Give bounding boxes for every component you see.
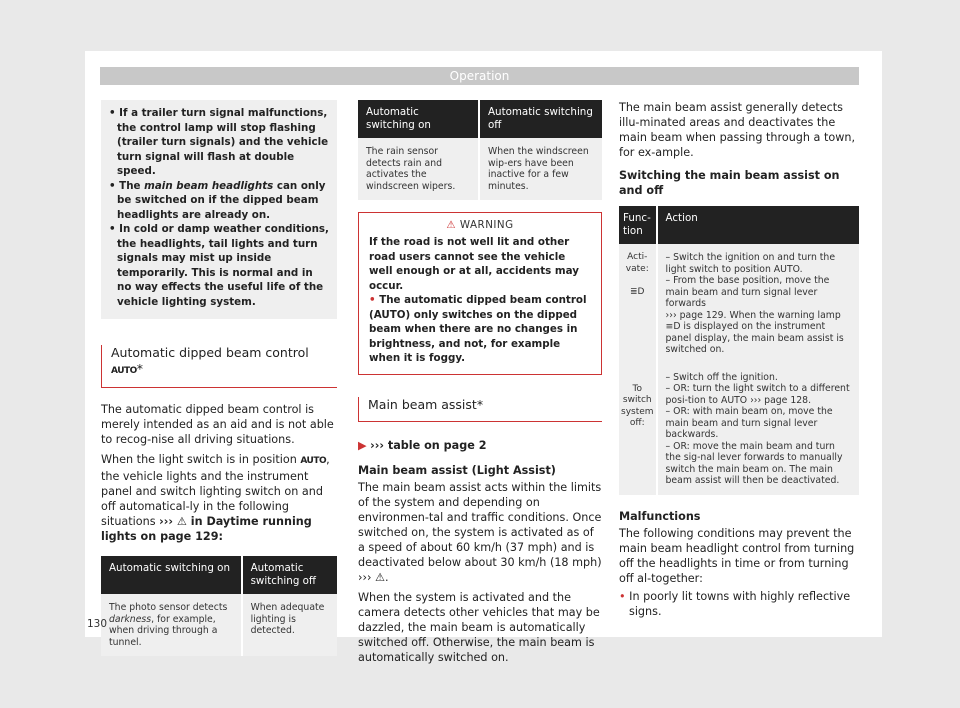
action-cell: – Switch the ignition on and turn the light switch to position AUTO. – From the base position, move the main beam and turn signal lever forwards ››› page 129. When the warning lamp ≡D is displayed on the instrument panel display, the main beam assist is switched on. <box>657 244 859 364</box>
table-reference[interactable]: ▶ ››› table on page 2 <box>358 438 487 452</box>
table-header: Automatic switching on <box>101 556 242 594</box>
table-cell: The rain sensor detects rain and activates the windscreen wipers. <box>358 138 479 200</box>
note-emphasis: main beam headlights <box>144 179 274 192</box>
table-header: Action <box>657 206 859 244</box>
paragraph: The main beam assist generally detects illu-minated areas and deactivates the main beam when passing through a town, for ex-ample. <box>619 101 855 159</box>
paragraph: The main beam assist acts within the limits of the system and depending on environmen-tal and traffic conditions. Once switched on, the system is activated as of a speed of about 60 km/h (37 mph) and is deactivated below about 30 km/h (18 mph) ››› ⚠. <box>358 480 602 584</box>
action-cell: – Switch off the ignition. – OR: turn the light switch to a different posi-tion to AUTO ››› page 128. – OR: with main beam on, move the main beam and turn signal lever backwards. – OR: move the main beam and turn the sig-nal lever forwards to manually switch the main beam on. The main beam assist will then be deactivated. <box>657 364 859 495</box>
cross-reference-link[interactable]: ››› ⚠ in Daytime running lights on page 129 <box>101 515 312 543</box>
function-cell: To switch system off: <box>619 364 657 495</box>
note-item: • If a trailer turn signal malfunctions, the control lamp will stop flashing (trailer turn signals) and the vehicle turn signal will flash at double speed. <box>109 107 329 177</box>
table-header: Automatic switching off <box>242 556 337 594</box>
warning-triangle-icon: ⚠ <box>446 219 457 231</box>
subheading: Main beam assist (Light Assist) <box>358 463 556 477</box>
video-icon: ▶ <box>358 438 367 452</box>
table-header: Automatic switching off <box>479 100 602 138</box>
section-heading-main-beam: Main beam assist* <box>358 397 602 422</box>
note-box <box>101 100 337 319</box>
section-heading-dipped-beam: Automatic dipped beam control AUTO* <box>101 345 337 388</box>
table-cell: The photo sensor detects darkness, for example, when driving through a tunnel. <box>101 594 242 656</box>
page-number: 130 <box>87 618 108 630</box>
subheading: Malfunctions <box>619 509 701 523</box>
paragraph: The following conditions may prevent the main beam headlight control from turning off the headlights in time or from turning off al-together: <box>619 526 855 585</box>
function-cell: Acti-vate: ≣D <box>619 244 657 364</box>
main-beam-icon: ≣D <box>630 286 645 297</box>
auto-symbol: AUTO <box>111 366 137 376</box>
column-2 <box>358 100 602 665</box>
column-3 <box>619 100 859 619</box>
paragraph: The automatic dipped beam control is merely intended as an aid and is not able to recog-nise all driving situations. <box>101 403 334 446</box>
paragraph: When the light switch is in position AUTO, the vehicle lights and the instrument panel and switch lighting switch on and off automatical-ly in the following situations ››› ⚠ in Daytime running lights on page 129: <box>101 453 330 543</box>
subheading: Switching the main beam assist on and off <box>619 169 840 197</box>
switching-table-1 <box>101 556 337 656</box>
warning-box <box>358 212 602 375</box>
warning-text: If the road is not well lit and other road users cannot see the vehicle well enough or at all, accidents may occur. • The automatic dipped beam control (AUTO) only switches on the dipped beam when there are no changes in brightness, and not, for example when it is foggy. <box>369 236 587 364</box>
paragraph: When the system is activated and the camera detects other vehicles that may be dazzled, the main beam is automatically switched off. Otherwise, the main beam is automatically switched on. <box>358 590 600 664</box>
table-cell: When the windscreen wip-ers have been inactive for a few minutes. <box>479 138 602 200</box>
note-item: • In cold or damp weather conditions, the headlights, tail lights and turn signals may mist up inside temporarily. This is normal and in no way effects the useful life of the vehicle lighting system. <box>109 223 329 308</box>
switching-table-2 <box>358 100 602 200</box>
column-1 <box>101 100 337 656</box>
note-item: • The main beam headlights can only be switched on if the dipped beam headlights are already on. <box>109 179 326 221</box>
table-cell: When adequate lighting is detected. <box>242 594 337 656</box>
function-table <box>619 206 859 495</box>
running-header: Operation <box>100 67 859 85</box>
bullet-item: • In poorly lit towns with highly reflective signs. <box>619 589 851 618</box>
warning-title: ⚠ WARNING <box>446 219 514 231</box>
table-header: Func-tion <box>619 206 657 244</box>
table-header: Automatic switching on <box>358 100 479 138</box>
